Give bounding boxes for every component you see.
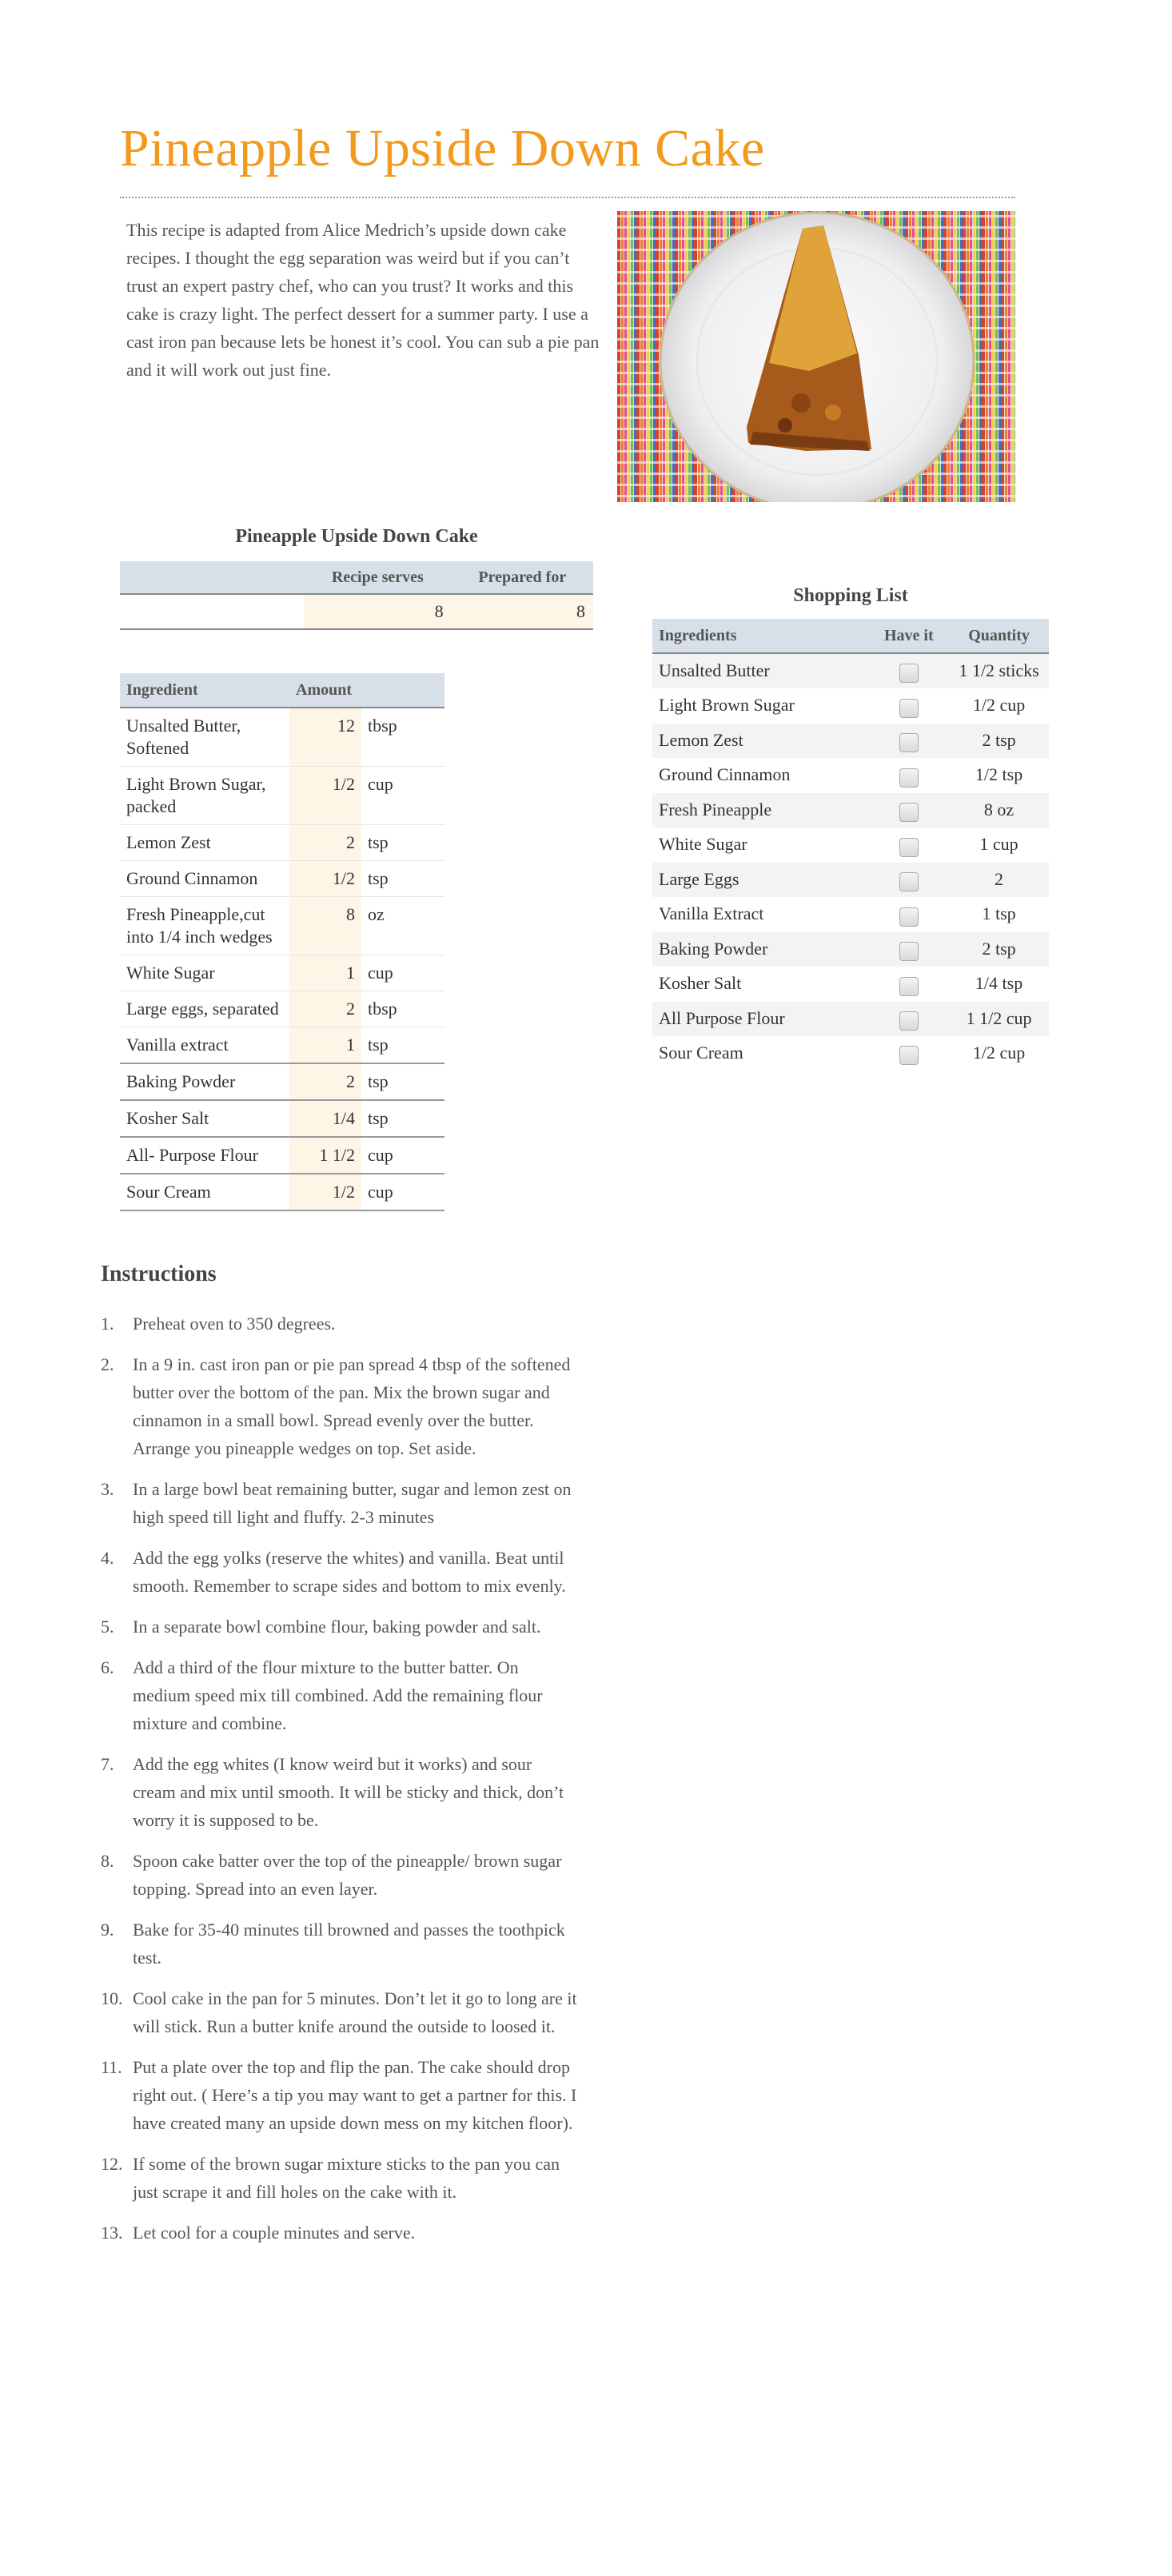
ingredient-amount: 1 xyxy=(289,955,361,991)
instruction-step: 12. If some of the brown sugar mixture sticks to the pan you can just scrape it and fill holes on the cake with it. xyxy=(101,2154,560,2202)
ingredient-unit: tsp xyxy=(361,861,444,897)
ingredient-name: Fresh Pineapple,cut into 1/4 inch wedges xyxy=(120,897,289,955)
have-it-checkbox[interactable] xyxy=(899,733,919,752)
serves-table xyxy=(120,561,593,630)
have-it-checkbox[interactable] xyxy=(899,872,919,891)
list-item xyxy=(652,897,1049,931)
ingredient-amount: 2 xyxy=(289,825,361,861)
ingredient-unit: cup xyxy=(361,955,444,991)
shop-item-qty: 1/2 cup xyxy=(972,695,1026,716)
prepared-for-header: Prepared for xyxy=(452,561,593,594)
table-row xyxy=(120,955,444,991)
title-divider xyxy=(120,197,1015,198)
table-row xyxy=(120,861,444,897)
ingredient-unit: tsp xyxy=(361,1063,444,1100)
shopping-list-title: Shopping List xyxy=(793,585,908,606)
ingredient-unit: tsp xyxy=(361,1027,444,1064)
instruction-step: 5. In a separate bowl combine flour, baking powder and salt. xyxy=(101,1617,541,1637)
have-it-checkbox[interactable] xyxy=(899,907,919,927)
shop-item-name: Lemon Zest xyxy=(652,724,869,758)
have-it-checkbox[interactable] xyxy=(899,803,919,822)
table-row xyxy=(120,1027,444,1064)
shop-item-name: Light Brown Sugar xyxy=(659,695,795,716)
ingredient-unit: cup xyxy=(361,1174,444,1210)
instructions-list xyxy=(101,1310,577,2259)
table-row xyxy=(120,708,444,767)
ingredient-name: Ground Cinnamon xyxy=(120,861,289,897)
table-row xyxy=(120,1063,444,1100)
ingredient-amount: 2 xyxy=(289,991,361,1027)
shop-have-it-header: Have it xyxy=(869,619,950,653)
list-item xyxy=(652,967,1049,1001)
ingredient-name: Kosher Salt xyxy=(120,1100,289,1137)
table-row xyxy=(120,897,444,955)
ingredient-amount: 12 xyxy=(289,708,361,767)
have-it-checkbox[interactable] xyxy=(899,1011,919,1031)
instructions-title: Instructions xyxy=(101,1262,217,1286)
ingredient-header: Ingredient xyxy=(120,673,289,708)
ingredient-amount: 8 xyxy=(289,897,361,955)
ingredient-amount: 1 1/2 xyxy=(289,1137,361,1174)
list-item xyxy=(652,724,1049,758)
ingredient-name: Baking Powder xyxy=(120,1063,289,1100)
instruction-step: 2. In a 9 in. cast iron pan or pie pan spread 4 tbsp of the softened butter over the bottom of the pan. Mix the brown sugar and cinnamon in a small bowl. Spread evenly over the butter. Arrange you pineapple wedges on top. Set aside. xyxy=(101,1354,571,1458)
have-it-checkbox[interactable] xyxy=(899,942,919,961)
ingredient-unit: tsp xyxy=(361,1100,444,1137)
amount-header: Amount xyxy=(289,673,444,708)
ingredient-name: Lemon Zest xyxy=(120,825,289,861)
instruction-step: 6. Add a third of the flour mixture to the butter batter. On medium speed mix till combined. Add the remaining flour mixture and combine. xyxy=(101,1657,543,1733)
ingredient-unit: tbsp xyxy=(361,708,444,767)
ingredient-amount: 1/4 xyxy=(289,1100,361,1137)
table-row xyxy=(120,825,444,861)
shop-item-qty: 1/2 cup xyxy=(972,1042,1026,1063)
ingredient-name: Sour Cream xyxy=(120,1174,289,1210)
ingredient-unit: tsp xyxy=(361,825,444,861)
shop-item-qty: 1 1/2 cup xyxy=(949,1002,1049,1036)
serves-table-title: Pineapple Upside Down Cake xyxy=(235,526,478,547)
shop-item-name: All Purpose Flour xyxy=(652,1002,869,1036)
shop-item-qty: 1 1/2 sticks xyxy=(949,653,1049,688)
shop-ingredients-header: Ingredients xyxy=(652,619,869,653)
instruction-step: 11. Put a plate over the top and flip the pan. The cake should drop right out. ( Here’s a tip you may want to get a partner for this. I have created many an upside down mess on my kitchen floor). xyxy=(101,2057,577,2133)
shop-item-qty: 2 xyxy=(949,863,1049,897)
ingredient-name: Large eggs, separated xyxy=(120,991,289,1027)
shop-item-qty: 8 oz xyxy=(949,793,1049,827)
ingredient-name: White Sugar xyxy=(120,955,289,991)
table-row xyxy=(120,1174,444,1210)
recipe-serves-value[interactable]: 8 xyxy=(304,594,452,629)
shop-item-name: Sour Cream xyxy=(659,1042,743,1063)
shop-quantity-header: Quantity xyxy=(949,619,1049,653)
prepared-for-value[interactable]: 8 xyxy=(452,594,593,629)
ingredient-unit: oz xyxy=(361,897,444,955)
ingredient-amount: 1 xyxy=(289,1027,361,1064)
shop-item-name: Unsalted Butter xyxy=(652,653,869,688)
ingredient-unit: cup xyxy=(361,767,444,825)
shop-item-name: Ground Cinnamon xyxy=(659,764,791,785)
instruction-step: 4. Add the egg yolks (reserve the whites) and vanilla. Beat until smooth. Remember to scrape sides and bottom to mix evenly. xyxy=(101,1548,566,1596)
ingredient-name: Light Brown Sugar, packed xyxy=(120,767,289,825)
table-row xyxy=(120,767,444,825)
list-item xyxy=(652,653,1049,688)
have-it-checkbox[interactable] xyxy=(899,838,919,857)
serves-blank-header xyxy=(120,561,304,594)
shop-item-name: Kosher Salt xyxy=(659,973,742,994)
list-item xyxy=(652,1002,1049,1036)
shop-item-name: White Sugar xyxy=(659,834,747,855)
shop-item-name: Large Eggs xyxy=(652,863,869,897)
shop-item-qty: 2 tsp xyxy=(949,932,1049,967)
instruction-step: 13. Let cool for a couple minutes and serve. xyxy=(101,2223,416,2243)
shop-item-qty: 1/2 tsp xyxy=(975,764,1023,785)
shop-item-qty: 1 cup xyxy=(979,834,1019,855)
list-item xyxy=(652,1036,1049,1071)
instruction-step: 3. In a large bowl beat remaining butter, sugar and lemon zest on high speed till light and fluffy. 2-3 minutes xyxy=(101,1479,572,1527)
list-item xyxy=(652,793,1049,827)
ingredient-amount: 1/2 xyxy=(289,767,361,825)
have-it-checkbox[interactable] xyxy=(899,664,919,683)
ingredient-unit: cup xyxy=(361,1137,444,1174)
ingredient-name: Unsalted Butter, Softened xyxy=(120,708,289,767)
shop-item-name: Vanilla Extract xyxy=(659,903,764,924)
ingredient-amount: 2 xyxy=(289,1063,361,1100)
shop-item-qty: 2 tsp xyxy=(949,724,1049,758)
list-item xyxy=(652,688,1049,723)
shopping-list-table xyxy=(652,619,1049,1071)
ingredients-table xyxy=(120,673,444,1211)
have-it-checkbox[interactable] xyxy=(899,977,919,996)
have-it-checkbox[interactable] xyxy=(899,1046,919,1065)
instruction-step: 1. Preheat oven to 350 degrees. xyxy=(101,1314,336,1334)
have-it-checkbox[interactable] xyxy=(899,768,919,788)
list-item xyxy=(652,932,1049,967)
shop-item-name: Baking Powder xyxy=(652,932,869,967)
table-row xyxy=(120,991,444,1027)
ingredient-unit: tbsp xyxy=(361,991,444,1027)
ingredient-name: Vanilla extract xyxy=(120,1027,289,1064)
recipe-serves-header: Recipe serves xyxy=(304,561,452,594)
list-item xyxy=(652,827,1049,862)
instruction-step: 8. Spoon cake batter over the top of the pineapple/ brown sugar topping. Spread into an even layer. xyxy=(101,1851,562,1899)
ingredient-amount: 1/2 xyxy=(289,1174,361,1210)
intro-paragraph: This recipe is adapted from Alice Medrich’s upside down cake recipes. I thought the egg separation was weird but if you can’t trust an expert pastry chef, who can you trust? It works and this cake is crazy light. The perfect dessert for a summer party. I use a cast iron pan because lets be honest it’s cool. You can sub a pie pan and it will work out just fine. xyxy=(126,220,600,380)
ingredient-name: All- Purpose Flour xyxy=(120,1137,289,1174)
list-item xyxy=(652,863,1049,897)
list-item xyxy=(652,758,1049,792)
shop-item-qty: 1/4 tsp xyxy=(975,973,1023,994)
serves-blank-cell xyxy=(120,594,304,629)
table-row xyxy=(120,1137,444,1174)
instruction-step: 9. Bake for 35-40 minutes till browned and passes the toothpick test. xyxy=(101,1920,565,1968)
page-title: Pineapple Upside Down Cake xyxy=(120,119,765,177)
table-row xyxy=(120,1100,444,1137)
shop-item-qty: 1 tsp xyxy=(982,903,1016,924)
shop-item-name: Fresh Pineapple xyxy=(652,793,869,827)
instruction-step: 10. Cool cake in the pan for 5 minutes. Don’t let it go to long are it will stick. Run a butter knife around the outside to loosed it. xyxy=(101,1988,577,2036)
instruction-step: 7. Add the egg whites (I know weird but it works) and sour cream and mix until smooth. It will be sticky and thick, don’t worry it is supposed to be. xyxy=(101,1754,564,1830)
ingredient-amount: 1/2 xyxy=(289,861,361,897)
cake-photo xyxy=(617,211,1015,502)
have-it-checkbox[interactable] xyxy=(899,699,919,718)
